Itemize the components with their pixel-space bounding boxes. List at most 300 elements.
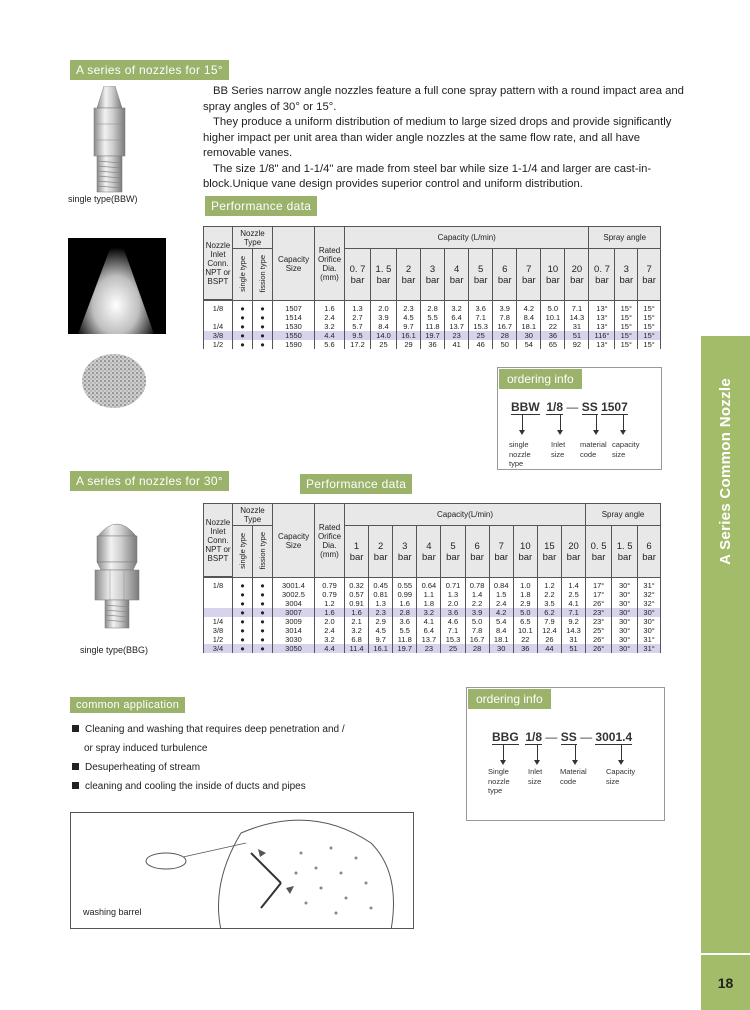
capacity-cell: 7.1 [469, 313, 493, 322]
capacity-cell: 25 [469, 331, 493, 340]
order-label: Inlet size [551, 440, 566, 459]
capacity-cell: 2.1 [345, 617, 369, 626]
capacity-cell: 28 [465, 644, 489, 653]
capacity-cell: 8.4 [489, 626, 513, 635]
pressure-unit: bar [497, 274, 512, 286]
pressure-unit: bar [542, 551, 557, 563]
capacity-cell: 14.3 [561, 626, 585, 635]
spray-pattern-image [68, 238, 166, 334]
capacity-cell: 17.2 [345, 340, 371, 349]
capacity-size-cell: 1530 [273, 322, 315, 331]
table-row [204, 590, 661, 599]
code-part: SS [581, 400, 598, 414]
header-spray-angle: Spray angle [601, 510, 645, 519]
single-type-cell: ● [233, 635, 253, 644]
nozzle-bbg-image [88, 518, 146, 630]
pressure-header: 4 [426, 540, 432, 552]
capacity-cell: 6.4 [445, 313, 469, 322]
capacity-cell: 28 [493, 331, 517, 340]
capacity-cell: 25 [370, 340, 396, 349]
capacity-cell: 6.5 [513, 617, 537, 626]
capacity-cell: 3.6 [393, 617, 417, 626]
pressure-unit: bar [470, 551, 484, 563]
capacity-cell: 1.4 [465, 590, 489, 599]
spray-angle-cell: 30° [612, 626, 638, 635]
orifice-cell: 0.79 [315, 578, 345, 591]
orifice-cell: 5.6 [315, 340, 345, 349]
side-title [701, 336, 750, 606]
capacity-cell: 5.0 [465, 617, 489, 626]
capacity-cell: 2.9 [513, 599, 537, 608]
capacity-cell: 1.3 [369, 599, 393, 608]
order-label: capacity size [612, 440, 640, 459]
capacity-cell: 0.57 [345, 590, 369, 599]
spray-angle-cell: 13° [589, 301, 615, 314]
fission-type-cell: ● [253, 617, 273, 626]
capacity-cell: 5.5 [421, 313, 445, 322]
single-type-cell: ● [233, 578, 253, 591]
capacity-size-cell: 3001.4 [273, 578, 315, 591]
order-label: Capacity size [606, 767, 636, 786]
orifice-cell: 2.4 [315, 313, 345, 322]
capacity-cell: 14.0 [370, 331, 396, 340]
header-capacity: Capacity (L/min) [437, 233, 496, 242]
capacity-cell: 23 [445, 331, 469, 340]
single-type-cell: ● [233, 626, 253, 635]
capacity-cell: 36 [421, 340, 445, 349]
capacity-cell: 31 [561, 635, 585, 644]
pressure-unit: bar [422, 551, 436, 563]
table-row [204, 635, 661, 644]
pressure-unit: bar [425, 274, 440, 286]
inlet-cell [204, 599, 233, 608]
capacity-cell: 1.5 [489, 590, 513, 599]
orifice-cell: 3.2 [315, 635, 345, 644]
capacity-cell: 5.5 [393, 626, 417, 635]
pressure-header: 4 [453, 263, 460, 275]
arrow-down-icon [503, 745, 504, 761]
fission-type-cell: ● [253, 635, 273, 644]
table-row [204, 608, 661, 617]
spray-angle-cell: 32° [638, 590, 661, 599]
header-fission: fission type [257, 531, 267, 570]
pressure-unit: bar [619, 274, 634, 286]
code-dash: — [580, 730, 593, 744]
code-part: BBW [511, 400, 540, 414]
spray-pressure-header: 6 [646, 540, 652, 552]
capacity-cell: 0.84 [489, 578, 513, 591]
fission-type-cell: ● [253, 644, 273, 653]
capacity-cell: 1.6 [345, 608, 369, 617]
fission-type-cell: ● [253, 590, 273, 599]
capacity-cell: 26 [537, 635, 561, 644]
capacity-cell: 7.1 [561, 608, 585, 617]
capacity-cell: 3.9 [370, 313, 396, 322]
capacity-size-cell: 1590 [273, 340, 315, 349]
section15-heading: A series of nozzles for 15° [70, 60, 229, 80]
capacity-cell: 9.5 [345, 331, 371, 340]
arrow-down-icon [623, 415, 624, 431]
pressure-header: 2 [378, 540, 384, 552]
pressure-unit: bar [349, 551, 364, 563]
capacity-cell: 7.1 [565, 301, 589, 314]
capacity-cell: 1.2 [537, 578, 561, 591]
capacity-cell: 3.6 [441, 608, 465, 617]
inlet-cell: 1/2 [204, 340, 233, 349]
arrow-down-icon [560, 415, 561, 431]
bbw-caption: single type(BBW) [68, 194, 138, 204]
table-row [204, 626, 661, 635]
list-item [72, 720, 345, 739]
spray-angle-cell: 15° [638, 301, 661, 314]
capacity-cell: 54 [517, 340, 541, 349]
spray-angle-cell: 15° [615, 313, 638, 322]
capacity-cell: 15.3 [469, 322, 493, 331]
spray-angle-cell: 30° [612, 590, 638, 599]
pressure-header: 1 [353, 540, 360, 552]
page-number: 18 [701, 955, 750, 1010]
capacity-cell: 11.4 [345, 644, 369, 653]
header-capacity-size: Capacity Size [277, 254, 310, 273]
inlet-cell: 1/4 [204, 617, 233, 626]
capacity-size-cell: 3004 [273, 599, 315, 608]
pressure-header: 6 [502, 263, 508, 275]
single-type-cell: ● [233, 608, 253, 617]
spray-angle-cell: 30° [612, 599, 638, 608]
square-bullet-icon [72, 763, 79, 770]
capacity-cell: 2.8 [421, 301, 445, 314]
order-label: Inlet size [528, 767, 543, 786]
inlet-cell [204, 608, 233, 617]
ordering-info-label-30: ordering info [468, 689, 551, 709]
header-orifice: Rated Orifice Dia. (mm) [317, 522, 342, 559]
capacity-cell: 2.7 [345, 313, 371, 322]
spray-angle-cell: 13° [589, 340, 615, 349]
orifice-cell: 1.6 [315, 301, 345, 314]
list-item-continuation: or spray induced turbulence [84, 743, 208, 754]
pressure-header: 20 [568, 540, 579, 552]
orifice-cell: 1.6 [315, 608, 345, 617]
orifice-cell: 4.4 [315, 644, 345, 653]
table-row [204, 322, 661, 331]
pressure-unit: bar [494, 551, 509, 563]
square-bullet-icon [72, 725, 79, 732]
capacity-cell: 6.8 [345, 635, 369, 644]
capacity-cell: 0.45 [369, 578, 393, 591]
ordering-info-label-15: ordering info [499, 369, 582, 389]
spray-angle-cell: 30° [638, 617, 661, 626]
pressure-unit: bar [401, 274, 416, 286]
capacity-cell: 19.7 [421, 331, 445, 340]
code-part: SS [560, 730, 577, 744]
pressure-header: 5 [478, 263, 484, 275]
capacity-cell: 1.3 [345, 301, 371, 314]
spray-pressure-header: 1. 5 [616, 540, 633, 552]
spray-pressure-header: 0. 5 [590, 540, 607, 552]
capacity-cell: 8.4 [370, 322, 396, 331]
header-orifice: Rated Orifice Dia. (mm) [317, 245, 342, 282]
spray-angle-cell: 15° [638, 313, 661, 322]
capacity-size-cell: 1507 [273, 301, 315, 314]
header-nozzle-type: Nozzle Type [240, 505, 265, 524]
capacity-cell: 44 [537, 644, 561, 653]
single-type-cell: ● [233, 313, 253, 322]
spray-angle-cell: 17° [586, 590, 612, 599]
intro-paragraph: BB Series narrow angle nozzles feature a full cone spray pattern with a round impact area and spray angles of 30° or 15°. [203, 85, 684, 113]
pressure-header: 1. 5 [375, 263, 392, 275]
pressure-unit: bar [546, 274, 560, 286]
spray-pressure-header: 0. 7 [594, 263, 610, 275]
performance-table-30 [203, 503, 661, 653]
application-text: Cleaning and washing that requires deep penetration and / [85, 724, 345, 735]
table-row [204, 644, 661, 653]
inlet-cell: 1/8 [204, 301, 233, 314]
capacity-cell: 3.6 [469, 301, 493, 314]
order-label: single nozzle type [509, 440, 531, 468]
capacity-cell: 1.8 [417, 599, 441, 608]
pressure-header: 3 [429, 263, 436, 275]
capacity-cell: 0.99 [393, 590, 417, 599]
capacity-cell: 0.64 [417, 578, 441, 591]
application-text: cleaning and cooling the inside of ducts and pipes [85, 781, 306, 792]
arrow-down-icon [537, 745, 538, 761]
spray-angle-cell: 30° [638, 626, 661, 635]
capacity-cell: 2.8 [393, 608, 417, 617]
spray-angle-cell: 25° [586, 626, 612, 635]
capacity-size-cell: 1514 [273, 313, 315, 322]
fission-type-cell: ● [253, 626, 273, 635]
capacity-cell: 4.5 [396, 313, 420, 322]
spray-angle-cell: 31° [638, 635, 661, 644]
capacity-cell: 3.9 [493, 301, 517, 314]
capacity-cell: 3.9 [465, 608, 489, 617]
code-part: 1/8 [546, 400, 564, 414]
capacity-cell: 5.0 [541, 301, 565, 314]
capacity-cell: 65 [541, 340, 565, 349]
header-capacity-size: Capacity Size [277, 531, 310, 550]
capacity-cell: 18.1 [517, 322, 541, 331]
header-capacity: Capacity(L/min) [437, 510, 494, 519]
spray-angle-cell: 15° [615, 340, 638, 349]
capacity-cell: 30 [489, 644, 513, 653]
fission-type-cell: ● [253, 331, 273, 340]
capacity-cell: 5.7 [345, 322, 371, 331]
single-type-cell: ● [233, 322, 253, 331]
spray-angle-cell: 15° [615, 301, 638, 314]
capacity-cell: 18.1 [489, 635, 513, 644]
capacity-cell: 1.1 [417, 590, 441, 599]
orifice-cell: 2.4 [315, 626, 345, 635]
capacity-cell: 51 [565, 331, 589, 340]
capacity-cell: 13.7 [417, 635, 441, 644]
order-label: Material code [560, 767, 587, 786]
applications-list [72, 720, 345, 796]
capacity-cell: 0.32 [345, 578, 369, 591]
fission-type-cell: ● [253, 322, 273, 331]
intro-paragraph: The size 1/8" and 1-1/4" are made from steel bar while size 1-1/4 and larger are cast-in-block.Unique vane design provides superior control and uniform distribution. [203, 162, 652, 190]
capacity-cell: 3.5 [537, 599, 561, 608]
capacity-cell: 4.1 [561, 599, 585, 608]
arrow-down-icon [621, 745, 622, 761]
capacity-cell: 31 [565, 322, 589, 331]
spray-pressure-header: 3 [623, 263, 629, 275]
ordering-code-30 [492, 730, 632, 745]
table-row [204, 331, 661, 340]
capacity-cell: 4.5 [369, 626, 393, 635]
pressure-unit: bar [376, 274, 391, 286]
capacity-cell: 7.8 [465, 626, 489, 635]
capacity-cell: 1.4 [561, 578, 585, 591]
orifice-cell: 0.79 [315, 590, 345, 599]
capacity-cell: 16.7 [493, 322, 517, 331]
pressure-unit: bar [566, 551, 581, 563]
inlet-cell: 1/4 [204, 322, 233, 331]
header-spray-angle: Spray angle [603, 233, 647, 242]
single-type-cell: ● [233, 331, 253, 340]
spray-pressure-header: 7 [646, 263, 652, 275]
capacity-cell: 51 [561, 644, 585, 653]
code-part: 1507 [601, 400, 628, 414]
pressure-unit: bar [449, 274, 464, 286]
code-part: 1/8 [525, 730, 543, 744]
capacity-cell: 2.2 [537, 590, 561, 599]
capacity-cell: 2.4 [489, 599, 513, 608]
single-type-cell: ● [233, 590, 253, 599]
capacity-cell: 4.2 [489, 608, 513, 617]
pressure-header: 5 [450, 540, 456, 552]
capacity-cell: 36 [541, 331, 565, 340]
inlet-cell: 3/4 [204, 644, 233, 653]
impact-pattern-image [80, 352, 148, 410]
pressure-unit: bar [521, 274, 536, 286]
order-label: Single nozzle type [488, 767, 510, 795]
capacity-cell: 2.0 [441, 599, 465, 608]
inlet-cell [204, 313, 233, 322]
capacity-cell: 2.0 [370, 301, 396, 314]
nozzle-bbw-image [82, 86, 137, 194]
section15-intro [203, 84, 685, 193]
capacity-cell: 2.5 [561, 590, 585, 599]
capacity-cell: 10.1 [541, 313, 565, 322]
spray-angle-cell: 30° [612, 617, 638, 626]
spray-angle-cell: 116° [589, 331, 615, 340]
arrow-down-icon [575, 745, 576, 761]
capacity-cell: 0.91 [345, 599, 369, 608]
table-row [204, 313, 661, 322]
capacity-cell: 11.8 [421, 322, 445, 331]
pressure-unit: bar [373, 551, 388, 563]
washing-barrel-illustration [70, 812, 414, 929]
capacity-cell: 1.8 [513, 590, 537, 599]
pressure-header: 15 [544, 540, 555, 552]
spray-angle-cell: 30° [638, 608, 661, 617]
spray-angle-cell: 17° [586, 578, 612, 591]
spray-angle-cell: 23° [586, 617, 612, 626]
capacity-cell: 0.78 [465, 578, 489, 591]
capacity-cell: 9.7 [369, 635, 393, 644]
capacity-cell: 9.7 [396, 322, 420, 331]
spray-angle-cell: 30° [612, 644, 638, 653]
fission-type-cell: ● [253, 313, 273, 322]
spray-angle-cell: 15° [615, 322, 638, 331]
capacity-cell: 0.55 [393, 578, 417, 591]
capacity-cell: 3.2 [417, 608, 441, 617]
capacity-cell: 7.9 [537, 617, 561, 626]
capacity-cell: 15.3 [441, 635, 465, 644]
code-dash: — [545, 730, 558, 744]
capacity-cell: 41 [445, 340, 469, 349]
fission-type-cell: ● [253, 578, 273, 591]
spray-angle-cell: 32° [638, 599, 661, 608]
capacity-cell: 36 [513, 644, 537, 653]
section30-heading: A series of nozzles for 30° [70, 471, 229, 491]
inlet-cell: 1/2 [204, 635, 233, 644]
illustration-caption: washing barrel [83, 907, 142, 917]
pressure-header: 0. 7 [349, 263, 366, 275]
capacity-cell: 3.2 [345, 626, 369, 635]
spray-angle-cell: 31° [638, 644, 661, 653]
capacity-cell: 2.2 [465, 599, 489, 608]
capacity-cell: 14.3 [565, 313, 589, 322]
pressure-unit: bar [570, 274, 584, 286]
capacity-cell: 1.3 [441, 590, 465, 599]
spray-angle-cell: 26° [586, 599, 612, 608]
capacity-cell: 0.71 [441, 578, 465, 591]
capacity-size-cell: 3007 [273, 608, 315, 617]
pressure-unit: bar [591, 551, 606, 563]
capacity-cell: 4.2 [517, 301, 541, 314]
orifice-cell: 1.2 [315, 599, 345, 608]
capacity-cell: 11.8 [393, 635, 417, 644]
side-title-text: A Series Common Nozzle [717, 377, 734, 565]
spray-angle-cell: 15° [638, 340, 661, 349]
capacity-cell: 7.8 [493, 313, 517, 322]
capacity-cell: 23 [417, 644, 441, 653]
capacity-size-cell: 3050 [273, 644, 315, 653]
pressure-unit: bar [642, 274, 656, 286]
capacity-cell: 16.1 [396, 331, 420, 340]
inlet-cell: 1/8 [204, 578, 233, 591]
capacity-cell: 46 [469, 340, 493, 349]
pressure-unit: bar [446, 551, 460, 563]
capacity-cell: 5.4 [489, 617, 513, 626]
list-item [72, 777, 345, 796]
capacity-size-cell: 3014 [273, 626, 315, 635]
performance-table-15 [203, 226, 661, 349]
header-fission: fission type [257, 254, 267, 293]
inlet-cell: 3/8 [204, 626, 233, 635]
order-label: material code [580, 440, 607, 459]
capacity-cell: 16.7 [465, 635, 489, 644]
capacity-cell: 7.1 [441, 626, 465, 635]
capacity-cell: 1.0 [513, 578, 537, 591]
single-type-cell: ● [233, 340, 253, 349]
arrow-down-icon [522, 415, 523, 431]
pressure-header: 10 [547, 263, 559, 275]
header-single: single type [237, 532, 247, 569]
fission-type-cell: ● [253, 599, 273, 608]
header-nozzle-type: Nozzle Type [240, 228, 265, 247]
spray-angle-cell: 15° [615, 331, 638, 340]
pressure-header: 7 [526, 263, 532, 275]
capacity-cell: 2.9 [369, 617, 393, 626]
spray-angle-cell: 13° [589, 313, 615, 322]
fission-type-cell: ● [253, 340, 273, 349]
pressure-unit: bar [595, 274, 609, 286]
capacity-cell: 13.7 [445, 322, 469, 331]
spray-angle-cell: 26° [586, 635, 612, 644]
spray-angle-cell: 31° [638, 578, 661, 591]
